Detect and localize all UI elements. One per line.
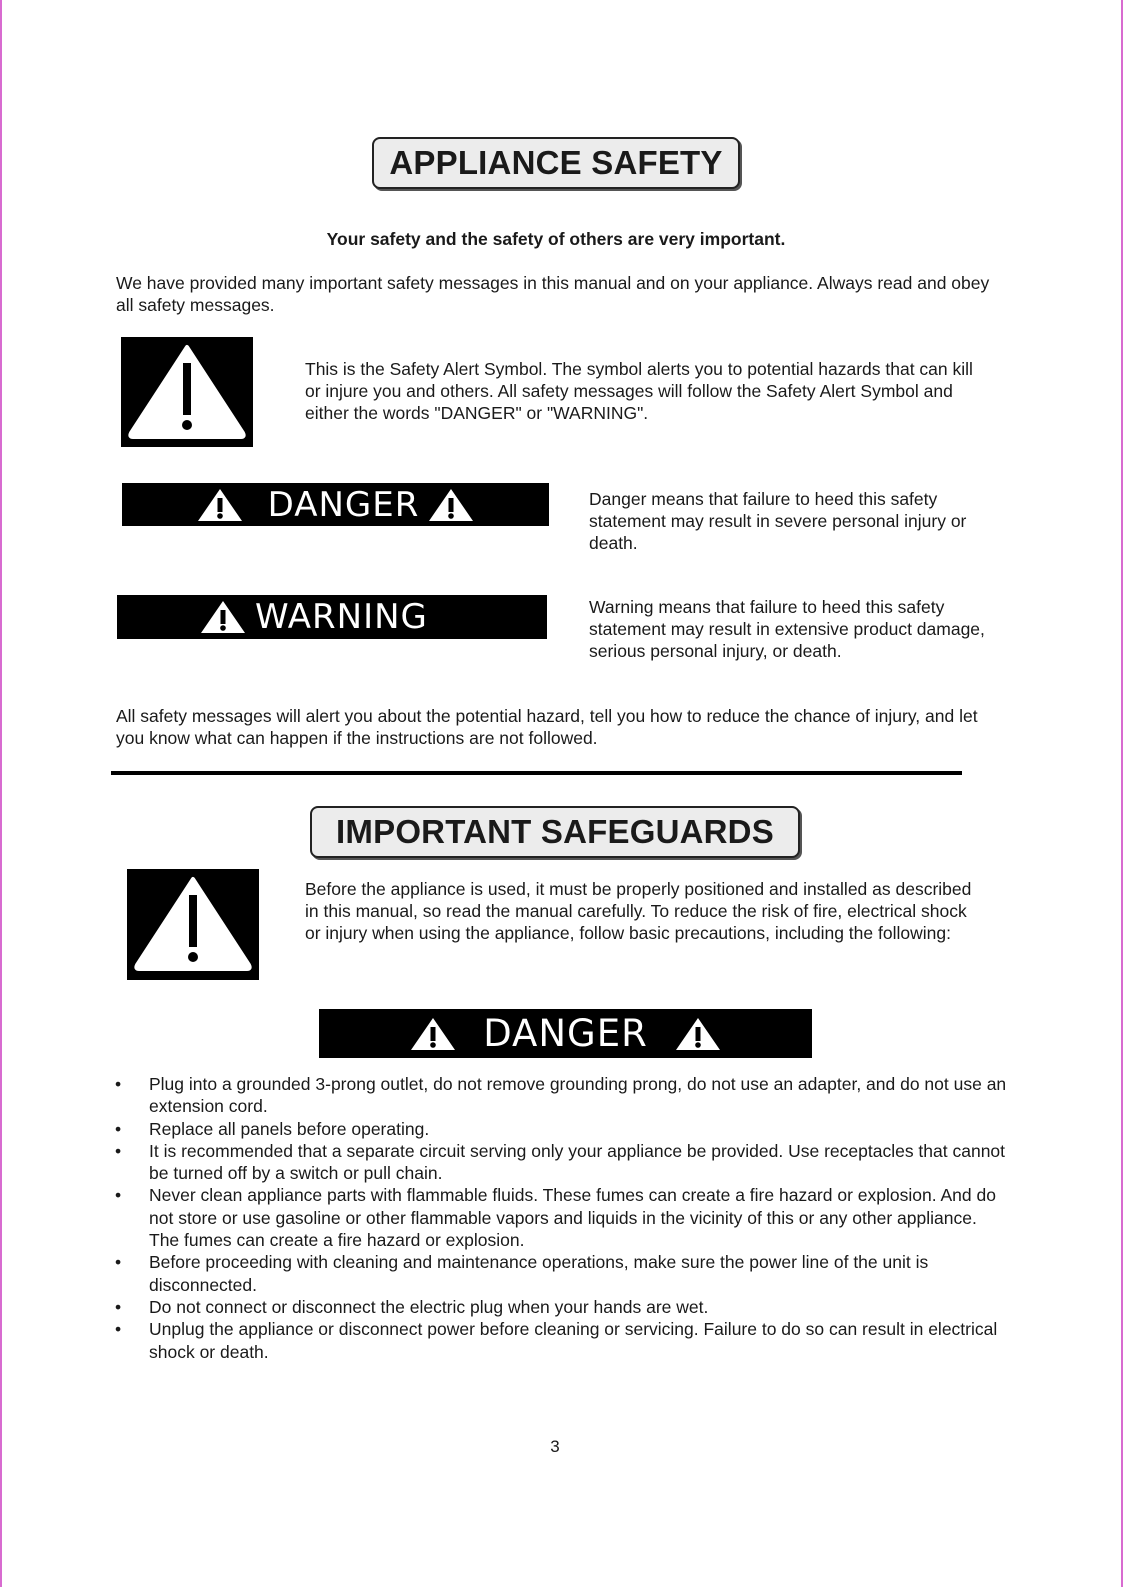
appliance-safety-title: APPLIANCE SAFETY (372, 137, 740, 189)
danger-banner (122, 483, 549, 526)
safeguards-danger-banner (319, 1009, 812, 1058)
safety-subtitle: Your safety and the safety of others are very important. (326, 229, 786, 249)
warning-triangle-icon (427, 487, 475, 523)
alert-symbol-text: This is the Safety Alert Symbol. The symbol alerts you to potential hazards that can kill or injure you and others. All safety messages will follow the Safety Alert Symbol and either the words "DANGER" or "WARNING". (305, 359, 973, 423)
section-divider (111, 771, 962, 775)
safeguards-list (115, 1073, 1007, 1363)
warning-triangle-icon (196, 487, 244, 523)
important-safeguards-title: IMPORTANT SAFEGUARDS (310, 806, 800, 858)
warning-banner (117, 595, 547, 639)
list-item: • It is recommended that a separate circuit serving only your appliance be provided. Use receptacles that cannot be turned off by a switch or pull chain. (115, 1140, 1007, 1185)
danger-label: DANGER (267, 484, 420, 525)
list-item: • Do not connect or disconnect the electric plug when your hands are wet. (115, 1296, 1007, 1318)
page-number: 3 (550, 1437, 560, 1456)
warning-triangle-icon (674, 1016, 722, 1052)
list-item: • Never clean appliance parts with flammable fluids. These fumes can create a fire hazard or explosion. And do not store or use gasoline or other flammable vapors and liquids in the vicinity of this or any other appliance. The fumes can create a fire hazard or explosion. (115, 1184, 1007, 1251)
list-item: • Before proceeding with cleaning and maintenance operations, make sure the power line of the unit is disconnected. (115, 1251, 1007, 1296)
safety-summary: All safety messages will alert you about the potential hazard, tell you how to reduce the chance of injury, and let you know what can happen if the instructions are not followed. (116, 706, 978, 748)
page-edge-left (0, 0, 2, 1587)
warning-triangle-icon (409, 1016, 457, 1052)
warning-text: Warning means that failure to heed this safety statement may result in extensive product damage, serious personal injury, or death. (589, 597, 985, 661)
list-item: • Plug into a grounded 3-prong outlet, do not remove grounding prong, do not use an adapter, and do not use an extension cord. (115, 1073, 1007, 1118)
safeguards-alert-symbol-icon (127, 869, 259, 980)
safety-intro: We have provided many important safety messages in this manual and on your appliance. Always read and obey all safety messages. (116, 273, 990, 315)
safeguards-danger-label: DANGER (483, 1012, 648, 1055)
safety-alert-symbol-icon (121, 337, 253, 447)
warning-label: WARNING (255, 597, 428, 637)
list-item: • Replace all panels before operating. (115, 1118, 1007, 1140)
warning-triangle-icon (199, 599, 247, 635)
list-item: • Unplug the appliance or disconnect power before cleaning or servicing. Failure to do so can result in electrical shock or death. (115, 1318, 1007, 1363)
safeguards-intro: Before the appliance is used, it must be properly positioned and installed as described in this manual, so read the manual carefully. To reduce the risk of fire, electrical shock or injury when using the appliance, follow basic precautions, including the following: (305, 879, 972, 943)
danger-text: Danger means that failure to heed this safety statement may result in severe personal injury or death. (589, 489, 967, 553)
